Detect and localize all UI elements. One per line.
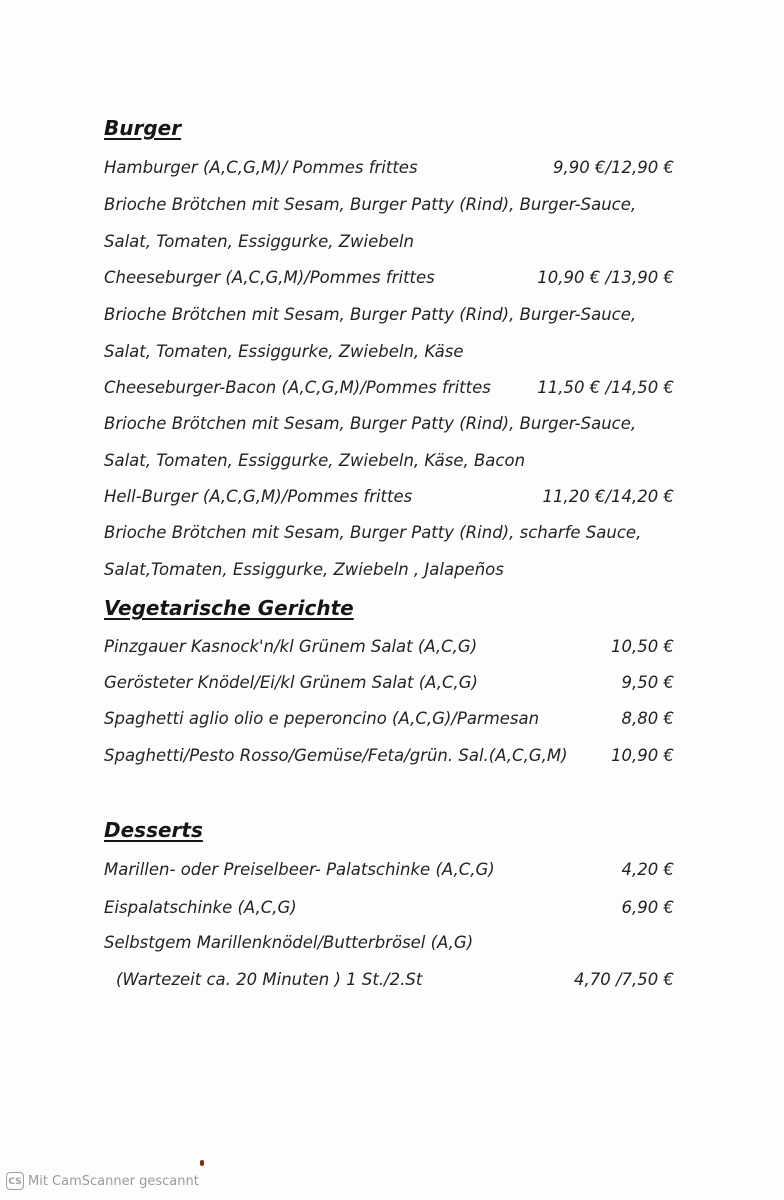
item-price: 11,50 € /14,50 € — [537, 378, 674, 397]
item-name: Cheeseburger-Bacon (A,C,G,M)/Pommes frittes — [104, 378, 491, 397]
item-price: 11,20 €/14,20 € — [542, 487, 674, 506]
item-price: 8,80 € — [621, 709, 674, 728]
item-description: Salat, Tomaten, Essiggurke, Zwiebeln, Käse, Bacon — [104, 451, 526, 470]
item-price: 4,70 /7,50 € — [573, 970, 674, 989]
section-title-vegetarian: Vegetarische Gerichte — [104, 596, 354, 620]
camscanner-watermark — [6, 1172, 199, 1190]
item-price: 10,50 € — [611, 637, 674, 656]
item-name: Hell-Burger (A,C,G,M)/Pommes frittes — [104, 487, 413, 506]
item-price: 9,90 €/12,90 € — [552, 158, 674, 177]
item-price: 6,90 € — [621, 898, 674, 917]
item-price: 4,20 € — [621, 860, 674, 879]
item-price: 10,90 € /13,90 € — [537, 268, 674, 287]
camscanner-text: Mit CamScanner gescannt — [28, 1173, 199, 1189]
item-name: Spaghetti/Pesto Rosso/Gemüse/Feta/grün. Sal.(A,C,G,M) — [104, 746, 568, 765]
item-description: Salat, Tomaten, Essiggurke, Zwiebeln — [104, 232, 414, 251]
item-description: Salat,Tomaten, Essiggurke, Zwiebeln , Jalapeños — [104, 560, 504, 579]
item-name: Pinzgauer Kasnock'n/kl Grünem Salat (A,C,G) — [104, 637, 478, 656]
item-description: Brioche Brötchen mit Sesam, Burger Patty (Rind), Burger-Sauce, — [104, 195, 637, 214]
item-name: Marillen- oder Preiselbeer- Palatschinke (A,C,G) — [104, 860, 495, 879]
item-description: Brioche Brötchen mit Sesam, Burger Patty (Rind), scharfe Sauce, — [104, 523, 642, 542]
scan-speck — [200, 1160, 204, 1166]
item-description: Brioche Brötchen mit Sesam, Burger Patty (Rind), Burger-Sauce, — [104, 305, 637, 324]
item-description: Brioche Brötchen mit Sesam, Burger Patty (Rind), Burger-Sauce, — [104, 414, 637, 433]
item-price: 10,90 € — [611, 746, 674, 765]
item-name: (Wartezeit ca. 20 Minuten ) 1 St./2.St — [116, 970, 423, 989]
item-name: Eispalatschinke (A,C,G) — [104, 898, 297, 917]
item-price: 9,50 € — [621, 673, 674, 692]
item-name: Selbstgem Marillenknödel/Butterbrösel (A,G) — [104, 933, 474, 952]
item-description: Salat, Tomaten, Essiggurke, Zwiebeln, Käse — [104, 342, 464, 361]
item-name: Cheeseburger (A,C,G,M)/Pommes frittes — [104, 268, 435, 287]
section-title-desserts: Desserts — [104, 818, 203, 842]
section-title-burger: Burger — [104, 116, 182, 140]
item-name: Gerösteter Knödel/Ei/kl Grünem Salat (A,C,G) — [104, 673, 478, 692]
item-name: Spaghetti aglio olio e peperoncino (A,C,G)/Parmesan — [104, 709, 540, 728]
item-name: Hamburger (A,C,G,M)/ Pommes frittes — [104, 158, 418, 177]
camscanner-logo-icon: CS — [6, 1172, 24, 1190]
